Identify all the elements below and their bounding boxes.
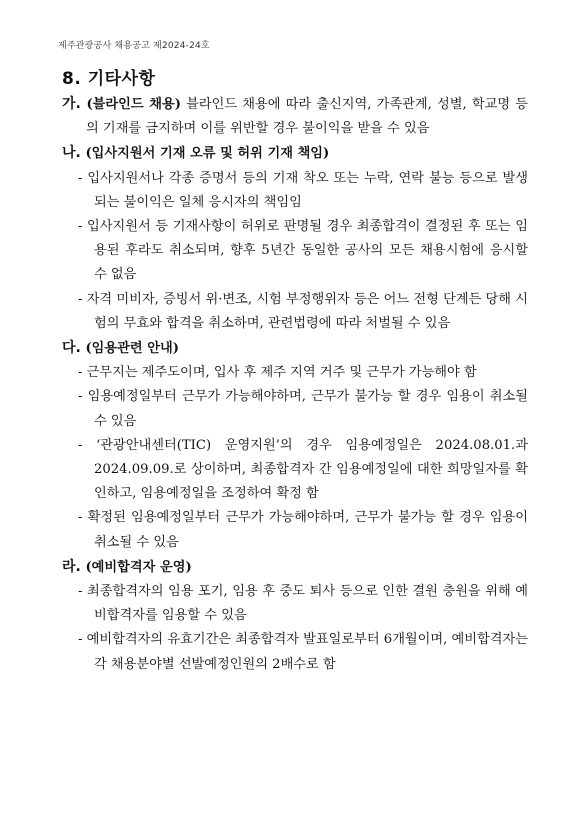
list-item: - 입사지원서 등 기재사항이 허위로 판명될 경우 최종합격이 결정된 후 또는 임용된 후라도 취소되며, 향후 5년간 동일한 공사의 모든 채용시험에 응시할 수 없음 <box>78 219 528 283</box>
list-item: - 임용예정일부터 근무가 가능해야하며, 근무가 불가능 할 경우 임용이 취소될 수 있음 <box>78 389 528 429</box>
section-content <box>62 92 528 677</box>
appointment-title: (임용관련 안내) <box>85 341 179 357</box>
application-errors-mark: 나. <box>62 145 81 162</box>
appointment-heading <box>62 336 528 361</box>
blind-hiring-text: 블라인드 채용에 따라 출신지역, 가족관계, 성별, 학교명 등의 기재를 금지하며 이를 위반할 경우 불이익을 받을 수 있음 <box>86 97 528 137</box>
list-item: - 예비합격자의 유효기간은 최종합격자 발표일로부터 6개월이며, 예비합격자는 각 채용분야별 선발예정인원의 2배수로 함 <box>78 632 528 672</box>
list-item: - 최종합격자의 임용 포기, 임용 후 중도 퇴사 등으로 인한 결원 충원을 위해 예비합격자를 임용할 수 있음 <box>78 584 528 624</box>
reserve-title: (예비합격자 운영) <box>85 559 192 575</box>
list-item: - ‘관광안내센터(TIC) 운영지원’의 경우 임용예정일은 2024.08.01.과 2024.09.09.로 상이하며, 최종합격자 간 임용예정일에 대한 희망일자를 확인하고, 임용예정일을 조정하여 확정 함 <box>78 437 528 502</box>
blind-hiring-mark: 가. <box>62 96 81 112</box>
list-item: - 자격 미비자, 증빙서 위·변조, 시험 부정행위자 등은 어느 전형 단계든 당해 시험의 무효와 합격을 취소하며, 관련법령에 따라 처벌될 수 있음 <box>78 291 528 331</box>
list-item: - 근무지는 제주도이며, 입사 후 제주 지역 거주 및 근무가 가능해야 함 <box>78 365 477 381</box>
blind-hiring-heading <box>62 97 181 112</box>
list-item: - 입사지원서나 각종 증명서 등의 기재 착오 또는 누락, 연락 불능 등으로 발생되는 불이익은 일체 응시자의 책임임 <box>78 170 528 210</box>
application-errors-title: (입사지원서 기재 오류 및 허위 기재 책임) <box>85 146 330 162</box>
reserve-mark: 라. <box>62 558 81 575</box>
document-reference: 제주관광공사 채용공고 제2024-24호 <box>58 41 210 51</box>
appointment-mark: 다. <box>62 340 81 357</box>
list-item: - 확정된 임용예정일부터 근무가 가능해야하며, 근무가 불가능 할 경우 임용이 취소될 수 있음 <box>78 510 528 550</box>
section-title: 8. 기타사항 <box>62 69 156 89</box>
reserve-heading <box>62 555 528 580</box>
blind-hiring-paragraph <box>62 92 528 141</box>
blind-hiring-title: (블라인드 채용) <box>86 97 181 112</box>
application-errors-heading <box>62 141 528 166</box>
